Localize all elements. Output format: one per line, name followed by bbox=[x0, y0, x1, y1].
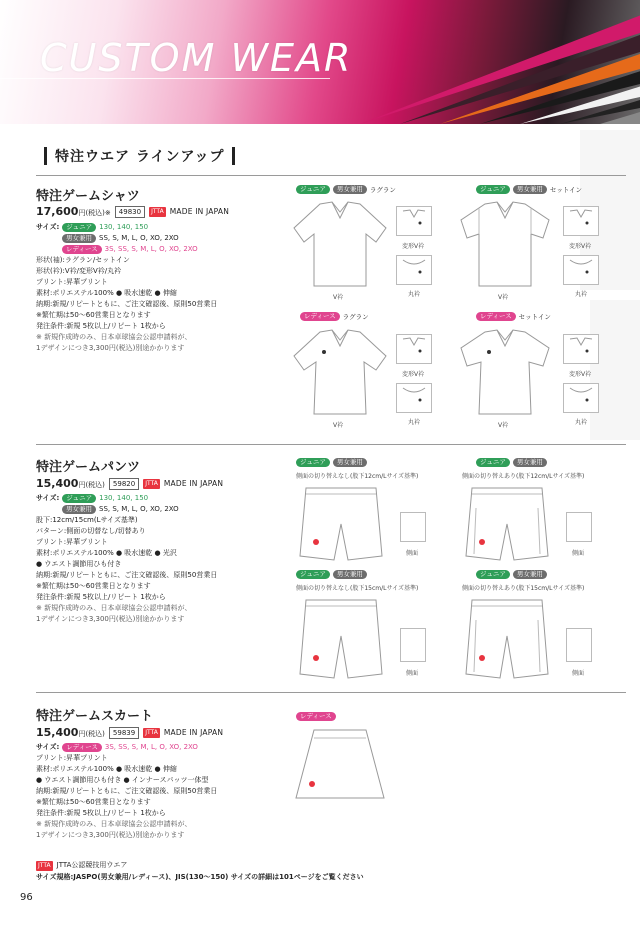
sleeve-type: セットイン bbox=[518, 313, 551, 321]
collar-detail bbox=[563, 255, 599, 285]
junior-tag: ジュニア bbox=[296, 570, 330, 579]
pants-illustration bbox=[296, 484, 386, 564]
unisex-sizes: SS, S, M, L, O, XO, 2XO bbox=[99, 234, 179, 242]
size-row bbox=[36, 244, 276, 255]
side-caption: 側面 bbox=[406, 550, 419, 557]
jtta-badge: JTTA bbox=[145, 479, 158, 487]
shirt-price-row bbox=[36, 205, 229, 218]
lineup-rule bbox=[36, 175, 626, 176]
pants-name: 特注ゲームパンツ bbox=[36, 460, 141, 475]
heading-bar bbox=[232, 147, 235, 165]
pants-price bbox=[36, 477, 105, 490]
shirt-illustration bbox=[290, 198, 390, 290]
collar-caption: 丸衿 bbox=[575, 291, 588, 298]
spec-line: 素材:ポリエステル100% ● 吸水速乾 ● 伸縮 bbox=[36, 765, 177, 773]
unisex-sizes: SS, S, M, L, O, XO, 2XO bbox=[99, 505, 179, 513]
size-row bbox=[36, 222, 276, 233]
header-banner bbox=[0, 0, 640, 124]
shirt-illustration bbox=[290, 326, 390, 418]
collar-caption: 変形V衿 bbox=[402, 371, 425, 378]
made-in-japan: MADE IN JAPAN bbox=[163, 728, 224, 737]
collar-detail bbox=[396, 334, 432, 364]
pants-side-detail bbox=[566, 628, 592, 662]
spec-line: ※繁忙期は50〜60営業日となります bbox=[36, 798, 151, 806]
spec-line: 股下:12cm/15cm(Lサイズ基準) bbox=[36, 516, 138, 524]
heading-bar bbox=[44, 147, 47, 165]
spec-note: 1デザインにつき3,300円(税込)別途かかります bbox=[36, 344, 185, 352]
unisex-tag: 男女兼用 bbox=[513, 570, 547, 579]
pants-side-detail bbox=[400, 512, 426, 542]
footer-size-note bbox=[36, 872, 364, 883]
collar-detail bbox=[563, 383, 599, 413]
collar-detail bbox=[396, 255, 432, 285]
spec-note: 1デザインにつき3,300円(税込)別途かかります bbox=[36, 615, 185, 623]
skirt-price bbox=[36, 726, 105, 739]
unisex-tag: 男女兼用 bbox=[62, 505, 96, 514]
spec-line: ● ウエスト調節用ひも付き ● インナースパッツ一体型 bbox=[36, 776, 209, 784]
pants-price-row bbox=[36, 477, 223, 490]
size-row bbox=[36, 742, 276, 753]
shirt-specs bbox=[36, 222, 276, 354]
background-ghost bbox=[590, 300, 640, 440]
sleeve-type: セットイン bbox=[549, 186, 583, 194]
spec-line: ※繁忙期は50〜60営業日となります bbox=[36, 582, 151, 590]
size-row bbox=[36, 493, 276, 504]
spec-line: 納期:新規/リピートともに、ご注文確認後、原則50営業日 bbox=[36, 300, 218, 308]
size-label: サイズ: bbox=[36, 223, 60, 231]
collar-caption: 丸衿 bbox=[408, 419, 421, 426]
unisex-tag: 男女兼用 bbox=[513, 185, 547, 194]
pants-illustration bbox=[296, 596, 386, 680]
spec-line: 発注条件:新規 5枚以上/リピート 1枚から bbox=[36, 593, 166, 601]
side-caption: 側面 bbox=[406, 670, 419, 677]
footer-jtta-note bbox=[36, 860, 127, 871]
collar-caption: V衿 bbox=[333, 294, 344, 301]
jtta-badge: JTTA bbox=[38, 861, 51, 869]
made-in-japan: MADE IN JAPAN bbox=[163, 479, 224, 488]
spec-line: 素材:ポリエステル100% ● 吸水速乾 ● 光沢 bbox=[36, 549, 177, 557]
spec-note: ※ 新規作成時のみ、日本卓球協会公認申請料が、 bbox=[36, 820, 192, 828]
junior-tag: ジュニア bbox=[476, 185, 510, 194]
size-note-text: サイズ規格:JASPO(男女兼用/レディース)、JIS(130〜150) サイズの詳細は101ページをご覧ください bbox=[36, 873, 364, 881]
collar-caption: 変形V衿 bbox=[402, 243, 425, 250]
ladies-tag: レディース bbox=[62, 245, 102, 254]
skirt-price-value: 15,400 bbox=[36, 726, 79, 739]
shirt-illustration bbox=[455, 326, 555, 418]
collar-caption: 変形V衿 bbox=[569, 371, 592, 378]
size-label: サイズ: bbox=[36, 743, 60, 751]
ladies-tag: レディース bbox=[296, 712, 336, 721]
shirt-name: 特注ゲームシャツ bbox=[36, 189, 140, 204]
shirt-illus-label bbox=[300, 312, 369, 321]
made-in-japan: MADE IN JAPAN bbox=[169, 207, 230, 216]
pants-illus-label bbox=[296, 458, 367, 467]
unisex-tag: 男女兼用 bbox=[62, 234, 96, 243]
skirt-illus-label bbox=[296, 712, 336, 721]
shirt-illus-label bbox=[296, 185, 396, 194]
shirt-price-value: 17,600 bbox=[36, 205, 79, 218]
pants-side-detail bbox=[400, 628, 426, 662]
spec-line: 発注条件:新規 5枚以上/リピート 1枚から bbox=[36, 809, 166, 817]
unisex-tag: 男女兼用 bbox=[333, 570, 367, 579]
shirt-illus-label bbox=[476, 312, 551, 321]
spec-line: 発注条件:新規 5枚以上/リピート 1枚から bbox=[36, 322, 166, 330]
shirt-code: 49830 bbox=[115, 206, 145, 218]
pants-illustration bbox=[462, 596, 552, 680]
ladies-tag: レディース bbox=[300, 312, 340, 321]
pants-illus-label bbox=[296, 570, 367, 579]
pants-price-value: 15,400 bbox=[36, 477, 79, 490]
pants-side-detail bbox=[566, 512, 592, 542]
ladies-sizes: 3S, SS, S, M, L, O, XO, 2XO bbox=[104, 743, 198, 751]
spec-line: 納期:新規/リピートともに、ご注文確認後、原則50営業日 bbox=[36, 787, 218, 795]
unisex-tag: 男女兼用 bbox=[333, 458, 367, 467]
spec-line: プリント:昇華プリント bbox=[36, 538, 108, 546]
skirt-name: 特注ゲームスカート bbox=[36, 709, 154, 724]
spec-note: 1デザインにつき3,300円(税込)別途かかります bbox=[36, 831, 185, 839]
skirt-price-row bbox=[36, 726, 223, 739]
pants-illus-label bbox=[476, 570, 547, 579]
sleeve-type: ラグラン bbox=[369, 186, 396, 194]
unisex-tag: 男女兼用 bbox=[333, 185, 367, 194]
section-divider bbox=[36, 444, 626, 445]
junior-tag: ジュニア bbox=[476, 458, 510, 467]
junior-sizes: 130, 140, 150 bbox=[99, 223, 149, 231]
price-suffix: 円(税込) bbox=[78, 730, 105, 738]
collar-detail bbox=[396, 383, 432, 413]
spec-note: ※ 新規作成時のみ、日本卓球協会公認申請料が、 bbox=[36, 333, 192, 341]
spec-line: ※繁忙期は50〜60営業日となります bbox=[36, 311, 151, 319]
price-suffix: 円(税込) bbox=[78, 209, 105, 217]
collar-detail bbox=[563, 334, 599, 364]
collar-caption: V衿 bbox=[333, 422, 344, 429]
spec-line: パターン:側面の切替なし/切替あり bbox=[36, 527, 146, 535]
price-mark: ※ bbox=[104, 209, 111, 217]
ladies-tag: レディース bbox=[476, 312, 516, 321]
fabric-fan-graphic bbox=[320, 0, 640, 124]
spec-line: 素材:ポリエステル100% ● 吸水速乾 ● 伸縮 bbox=[36, 289, 177, 297]
unisex-tag: 男女兼用 bbox=[513, 458, 547, 467]
ladies-sizes: 3S, SS, S, M, L, O, XO, 2XO bbox=[104, 245, 198, 253]
jtta-note-text: JTTA公認競技用ウエア bbox=[56, 861, 128, 869]
lineup-title: 特注ウエア ラインアップ bbox=[55, 149, 225, 165]
junior-tag: ジュニア bbox=[296, 458, 330, 467]
shirt-price bbox=[36, 205, 111, 218]
price-suffix: 円(税込) bbox=[78, 481, 105, 489]
jtta-badge: JTTA bbox=[151, 207, 164, 215]
collar-caption: V衿 bbox=[498, 422, 509, 429]
sleeve-type: ラグラン bbox=[342, 313, 369, 321]
shirt-illustration bbox=[455, 198, 555, 290]
skirt-illustration bbox=[290, 726, 390, 806]
junior-tag: ジュニア bbox=[476, 570, 510, 579]
skirt-code: 59839 bbox=[109, 727, 139, 739]
shirt-illus-label bbox=[476, 185, 582, 194]
size-row bbox=[36, 504, 276, 515]
collar-caption: 丸衿 bbox=[575, 419, 588, 426]
collar-caption: V衿 bbox=[498, 294, 509, 301]
page-number: 96 bbox=[20, 892, 33, 903]
pants-illustration bbox=[462, 484, 552, 564]
junior-tag: ジュニア bbox=[296, 185, 330, 194]
collar-caption: 変形V衿 bbox=[569, 243, 592, 250]
spec-line: 形状(袖):ラグラン/セットイン bbox=[36, 256, 130, 264]
banner-title: CUSTOM WEAR bbox=[40, 36, 353, 80]
junior-tag: ジュニア bbox=[62, 494, 96, 503]
pants-caption: 側面の切り替えなし(股下15cm/Lサイズ基準) bbox=[296, 585, 419, 592]
spec-line: 形状(衿):V衿/変形V衿/丸衿 bbox=[36, 267, 122, 275]
junior-tag: ジュニア bbox=[62, 223, 96, 232]
section-divider bbox=[36, 692, 626, 693]
jtta-badge: JTTA bbox=[145, 728, 158, 736]
pants-code: 59820 bbox=[109, 478, 139, 490]
ladies-tag: レディース bbox=[62, 743, 102, 752]
pants-caption: 側面の切り替えあり(股下15cm/Lサイズ基準) bbox=[462, 585, 585, 592]
junior-sizes: 130, 140, 150 bbox=[99, 494, 149, 502]
collar-detail bbox=[396, 206, 432, 236]
pants-illus-label bbox=[476, 458, 547, 467]
spec-line: ● ウエスト調節用ひも付き bbox=[36, 560, 122, 568]
spec-line: プリント:昇華プリント bbox=[36, 754, 108, 762]
pants-specs bbox=[36, 493, 276, 625]
lineup-heading bbox=[36, 145, 243, 167]
side-caption: 側面 bbox=[572, 670, 585, 677]
spec-note: ※ 新規作成時のみ、日本卓球協会公認申請料が、 bbox=[36, 604, 192, 612]
pants-caption: 側面の切り替えなし(股下12cm/Lサイズ基準) bbox=[296, 473, 419, 480]
spec-line: 納期:新規/リピートともに、ご注文確認後、原則50営業日 bbox=[36, 571, 218, 579]
skirt-specs bbox=[36, 742, 276, 841]
pants-caption: 側面の切り替えあり(股下12cm/Lサイズ基準) bbox=[462, 473, 585, 480]
side-caption: 側面 bbox=[572, 550, 585, 557]
size-label: サイズ: bbox=[36, 494, 60, 502]
size-row bbox=[36, 233, 276, 244]
collar-detail bbox=[563, 206, 599, 236]
collar-caption: 丸衿 bbox=[408, 291, 421, 298]
spec-line: プリント:昇華プリント bbox=[36, 278, 108, 286]
